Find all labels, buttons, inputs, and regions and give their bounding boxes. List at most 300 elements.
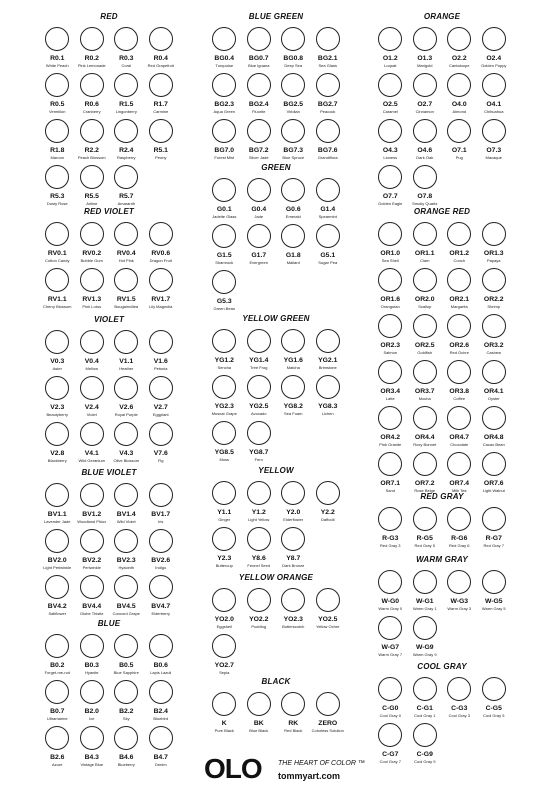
color-swatch	[311, 328, 346, 374]
swatch-code: B4.3	[84, 754, 99, 761]
swatch-name: Cool Gray 5	[483, 713, 505, 718]
swatch-code: W-G1	[415, 598, 434, 605]
swatch-code: R-G5	[416, 535, 433, 542]
color-swatch	[75, 375, 110, 421]
swatch-code: OR4.1	[483, 388, 504, 395]
swatch-circle	[482, 452, 506, 476]
swatch-name: Almond	[452, 109, 467, 114]
swatch-circle	[413, 406, 437, 430]
swatch-code: B2.2	[119, 708, 134, 715]
color-swatch	[242, 587, 277, 633]
swatch-grid	[362, 26, 522, 210]
swatch-circle	[149, 422, 173, 446]
swatch-circle	[45, 27, 69, 51]
swatch-name: Heather	[119, 366, 134, 371]
swatch-name: Ultramarine	[46, 716, 68, 721]
swatch-circle	[447, 27, 471, 51]
group-title: RED GRAY	[420, 492, 464, 501]
swatch-name: Marigold	[417, 63, 433, 68]
swatch-circle	[212, 178, 236, 202]
color-swatch	[242, 480, 277, 526]
swatch-code: BV4.5	[116, 603, 136, 610]
color-swatch	[75, 72, 110, 118]
swatch-name: Caramel	[382, 109, 398, 114]
color-swatch	[207, 587, 242, 633]
swatch-name: Dark Bronze	[282, 563, 305, 568]
swatch-code: V1.1	[119, 358, 134, 365]
swatch-name: Lily Magnolia	[149, 304, 173, 309]
color-swatch	[408, 615, 443, 661]
swatch-circle	[316, 692, 340, 716]
color-swatch	[477, 405, 512, 451]
swatch-circle	[80, 330, 104, 354]
color-swatch	[109, 574, 144, 620]
swatch-name: Silver Jade	[248, 155, 269, 160]
swatch-name: Lapis Lazuli	[150, 670, 172, 675]
swatch-circle	[149, 376, 173, 400]
color-swatch	[144, 26, 179, 72]
swatch-circle	[212, 634, 236, 658]
swatch-name: Fern	[254, 457, 263, 462]
color-swatch	[144, 528, 179, 574]
swatch-name: Hyacinth	[118, 565, 135, 570]
color-swatch	[477, 267, 512, 313]
swatch-name: Warm Gray 7	[378, 652, 403, 657]
swatch-circle	[45, 529, 69, 553]
swatch-name: Cashew	[486, 350, 501, 355]
swatch-circle	[482, 406, 506, 430]
swatch-name: Indigo	[155, 565, 167, 570]
swatch-circle	[447, 507, 471, 531]
swatch-name: Green Bean	[213, 306, 236, 311]
color-swatch	[242, 223, 277, 269]
swatch-name: Lichen	[321, 411, 334, 416]
footer	[200, 752, 365, 788]
swatch-circle	[114, 330, 138, 354]
swatch-circle	[482, 268, 506, 292]
color-swatch	[442, 359, 477, 405]
swatch-name: Brimstone	[318, 365, 337, 370]
color-swatch	[144, 118, 179, 164]
swatch-circle	[378, 314, 402, 338]
swatch-code: G0.6	[285, 206, 301, 213]
color-swatch	[311, 223, 346, 269]
swatch-code: R5.5	[84, 193, 99, 200]
color-swatch	[477, 118, 512, 164]
color-swatch	[242, 526, 277, 572]
swatch-name: Blackberry	[47, 458, 67, 463]
color-swatch	[276, 480, 311, 526]
group-title: VIOLET	[93, 315, 125, 324]
color-swatch	[75, 574, 110, 620]
group-title: BLACK	[261, 677, 291, 686]
swatch-code: OR7.2	[414, 480, 435, 487]
color-swatch	[40, 164, 75, 210]
swatch-code: V0.3	[50, 358, 65, 365]
swatch-name: Pink Lotus	[82, 304, 102, 309]
swatch-circle	[247, 119, 271, 143]
swatch-circle	[482, 73, 506, 97]
swatch-code: ZERO	[318, 720, 338, 727]
swatch-circle	[80, 575, 104, 599]
color-swatch	[242, 177, 277, 223]
swatch-name: Clam	[420, 258, 430, 263]
swatch-code: Y2.0	[286, 509, 301, 516]
swatch-code: OR1.2	[449, 250, 470, 257]
color-swatch	[144, 221, 179, 267]
group-red-gray	[362, 492, 522, 552]
swatch-circle	[149, 529, 173, 553]
swatch-name: Pink Lemonade	[77, 63, 106, 68]
group-title: RED VIOLET	[83, 207, 134, 216]
color-swatch	[276, 587, 311, 633]
swatch-code: Y1.2	[251, 509, 266, 516]
group-title: BLUE GREEN	[248, 12, 304, 21]
swatch-circle	[413, 222, 437, 246]
swatch-circle	[80, 165, 104, 189]
swatch-name: Rose Beige	[414, 488, 436, 493]
swatch-circle	[247, 481, 271, 505]
swatch-circle	[378, 268, 402, 292]
swatch-name: Macaque	[485, 155, 502, 160]
swatch-grid	[196, 26, 356, 164]
swatch-name: Avocado	[251, 411, 267, 416]
swatch-code: O4.1	[486, 101, 502, 108]
swatch-name: Cantaloupe	[449, 63, 470, 68]
swatch-name: Iris	[158, 519, 164, 524]
color-swatch	[75, 679, 110, 725]
swatch-grid	[362, 676, 522, 768]
swatch-name: Beautyberry	[46, 412, 69, 417]
website: tommyart.com	[278, 771, 341, 781]
swatch-code: YG8.7	[249, 449, 269, 456]
color-swatch	[477, 569, 512, 615]
color-swatch	[442, 118, 477, 164]
swatch-name: Cool Gray 9	[414, 759, 436, 764]
color-swatch	[40, 329, 75, 375]
swatch-name: Denim	[154, 762, 167, 767]
swatch-circle	[447, 360, 471, 384]
swatch-grid	[196, 587, 356, 679]
color-swatch	[75, 118, 110, 164]
color-swatch	[373, 722, 408, 768]
color-swatch	[373, 221, 408, 267]
swatch-code: G1.7	[251, 252, 267, 259]
tagline: THE HEART OF COLOR ™	[278, 760, 365, 767]
swatch-code: C-G3	[451, 705, 468, 712]
color-swatch	[311, 480, 346, 526]
swatch-circle	[45, 726, 69, 750]
swatch-code: B4.6	[119, 754, 134, 761]
swatch-circle	[80, 376, 104, 400]
swatch-circle	[212, 527, 236, 551]
color-swatch	[207, 480, 242, 526]
color-swatch	[144, 725, 179, 771]
swatch-name: Bluebird	[153, 716, 169, 721]
swatch-circle	[149, 680, 173, 704]
color-swatch	[207, 526, 242, 572]
swatch-name: Cotton Candy	[45, 258, 70, 263]
swatch-code: W-G9	[415, 644, 434, 651]
color-swatch	[373, 359, 408, 405]
swatch-code: W-G7	[381, 644, 400, 651]
swatch-name: Salmon	[383, 350, 398, 355]
swatch-circle	[378, 165, 402, 189]
swatch-name: Carmine	[153, 109, 169, 114]
swatch-circle	[114, 27, 138, 51]
swatch-circle	[316, 73, 340, 97]
swatch-code: RV0.1	[47, 250, 67, 257]
color-swatch	[207, 177, 242, 223]
swatch-circle	[247, 421, 271, 445]
swatch-name: Cool Gray 1	[414, 713, 436, 718]
swatch-code: YG1.2	[214, 357, 234, 364]
color-swatch	[144, 72, 179, 118]
swatch-grid	[29, 329, 189, 467]
swatch-circle	[114, 73, 138, 97]
color-swatch	[442, 72, 477, 118]
swatch-circle	[281, 119, 305, 143]
swatch-grid	[29, 221, 189, 313]
swatch-circle	[281, 481, 305, 505]
swatch-code: Y2.2	[320, 509, 335, 516]
color-swatch	[144, 574, 179, 620]
swatch-code: B0.2	[50, 662, 65, 669]
swatch-circle	[378, 723, 402, 747]
swatch-code: BV1.2	[82, 511, 102, 518]
swatch-circle	[45, 222, 69, 246]
swatch-code: R0.5	[50, 101, 65, 108]
swatch-code: OR7.4	[449, 480, 470, 487]
color-swatch	[276, 223, 311, 269]
swatch-code: O7.1	[451, 147, 467, 154]
swatch-code: OR2.6	[449, 342, 470, 349]
group-warm-gray	[362, 555, 522, 661]
swatch-code: RV1.7	[151, 296, 171, 303]
swatch-circle	[281, 329, 305, 353]
swatch-code: G5.1	[320, 252, 336, 259]
swatch-code: OR2.5	[414, 342, 435, 349]
swatch-grid	[196, 328, 356, 466]
swatch-name: Margarita	[450, 304, 468, 309]
swatch-name: Royal Purple	[114, 412, 138, 417]
swatch-grid	[362, 221, 522, 497]
swatch-circle	[45, 422, 69, 446]
swatch-code: O2.7	[417, 101, 433, 108]
swatch-circle	[80, 634, 104, 658]
swatch-code: BV4.7	[151, 603, 171, 610]
color-swatch	[109, 482, 144, 528]
swatch-circle	[378, 222, 402, 246]
swatch-name: Butterscotch	[282, 624, 305, 629]
swatch-code: V4.1	[84, 450, 99, 457]
swatch-code: V2.3	[50, 404, 65, 411]
color-swatch	[442, 313, 477, 359]
swatch-code: BG2.1	[317, 55, 338, 62]
swatch-code: O2.5	[382, 101, 398, 108]
swatch-name: Elderberry	[151, 611, 170, 616]
color-swatch	[207, 269, 242, 315]
swatch-code: OR7.6	[483, 480, 504, 487]
color-swatch	[311, 26, 346, 72]
swatch-name: Pug	[455, 155, 463, 160]
color-swatch	[373, 506, 408, 552]
swatch-code: OR3.2	[483, 342, 504, 349]
group-title: BLUE	[97, 619, 121, 628]
color-swatch	[40, 725, 75, 771]
swatch-name: Globe Thistle	[80, 611, 104, 616]
swatch-circle	[316, 224, 340, 248]
swatch-code: YG1.4	[249, 357, 269, 364]
swatch-name: Goldfish	[417, 350, 433, 355]
swatch-code: O7.3	[486, 147, 502, 154]
swatch-code: V2.4	[84, 404, 99, 411]
swatch-circle	[413, 677, 437, 701]
swatch-name: Blue Spruce	[282, 155, 305, 160]
swatch-name: Daffodil	[321, 517, 335, 522]
swatch-name: Ice	[89, 716, 95, 721]
swatch-name: Amaranth	[117, 201, 135, 206]
swatch-code: R2.2	[84, 147, 99, 154]
swatch-circle	[447, 119, 471, 143]
color-swatch	[408, 506, 443, 552]
group-blue-violet	[29, 468, 189, 620]
swatch-code: G0.4	[251, 206, 267, 213]
color-swatch	[311, 118, 346, 164]
swatch-circle	[45, 483, 69, 507]
color-swatch	[75, 482, 110, 528]
swatch-code: W-G3	[450, 598, 469, 605]
swatch-name: Vermilion	[49, 109, 66, 114]
swatch-name: Red Gray 5	[414, 543, 435, 548]
swatch-code: O7.7	[382, 193, 398, 200]
swatch-name: Cherry Blossom	[43, 304, 72, 309]
swatch-name: Conch	[453, 258, 466, 263]
swatch-name: Maroon	[50, 155, 65, 160]
swatch-name: Saltflower	[48, 611, 67, 616]
color-swatch	[144, 482, 179, 528]
swatch-name: Viridian	[286, 109, 300, 114]
swatch-circle	[114, 529, 138, 553]
swatch-code: BG2.5	[283, 101, 304, 108]
swatch-code: RV1.3	[82, 296, 102, 303]
color-swatch	[75, 26, 110, 72]
color-swatch	[442, 569, 477, 615]
color-swatch	[40, 118, 75, 164]
swatch-code: YO2.3	[283, 616, 303, 623]
group-title: YELLOW GREEN	[242, 314, 310, 323]
color-swatch	[207, 223, 242, 269]
swatch-circle	[378, 119, 402, 143]
swatch-name: Sencha	[217, 365, 232, 370]
swatch-circle	[80, 422, 104, 446]
color-swatch	[207, 118, 242, 164]
swatch-circle	[247, 527, 271, 551]
swatch-circle	[281, 375, 305, 399]
swatch-circle	[413, 616, 437, 640]
color-swatch	[40, 221, 75, 267]
swatch-name: Warm Gray 3	[447, 606, 472, 611]
swatch-name: Mallard	[286, 260, 300, 265]
swatch-name: Roxy Bonnet	[413, 442, 437, 447]
swatch-name: Cranberry	[82, 109, 101, 114]
swatch-code: OR2.0	[414, 296, 435, 303]
color-swatch	[311, 691, 346, 737]
swatch-circle	[114, 119, 138, 143]
swatch-name: Warm Gray 0	[378, 606, 403, 611]
color-swatch	[75, 421, 110, 467]
swatch-name: Warm Gray 5	[481, 606, 506, 611]
swatch-circle	[482, 314, 506, 338]
swatch-circle	[281, 588, 305, 612]
color-swatch	[207, 72, 242, 118]
swatch-circle	[149, 222, 173, 246]
swatch-name: Jadeite Glass	[212, 214, 237, 219]
color-swatch	[477, 451, 512, 497]
color-swatch	[109, 725, 144, 771]
swatch-name: Dragon Fruit	[149, 258, 172, 263]
swatch-circle	[212, 270, 236, 294]
swatch-name: Red Black	[284, 728, 303, 733]
color-swatch	[373, 26, 408, 72]
swatch-circle	[281, 178, 305, 202]
swatch-name: Wild Violet	[116, 519, 136, 524]
swatch-name: Shrimp	[487, 304, 501, 309]
color-swatch	[40, 482, 75, 528]
color-swatch	[408, 313, 443, 359]
color-swatch	[477, 313, 512, 359]
swatch-name: Sky	[122, 716, 130, 721]
swatch-circle	[114, 634, 138, 658]
swatch-circle	[413, 73, 437, 97]
swatch-code: OR3.4	[380, 388, 401, 395]
swatch-code: BG0.4	[214, 55, 235, 62]
swatch-circle	[447, 570, 471, 594]
swatch-name: Bubble Gum	[80, 258, 103, 263]
swatch-circle	[413, 119, 437, 143]
swatch-circle	[80, 680, 104, 704]
color-swatch	[40, 375, 75, 421]
swatch-name: Hot Pink	[118, 258, 134, 263]
swatch-name: Light Walnut	[482, 488, 505, 493]
swatch-code: V7.6	[153, 450, 168, 457]
swatch-code: YO2.7	[214, 662, 234, 669]
group-title: ORANGE	[423, 12, 461, 21]
swatch-code: B2.0	[84, 708, 99, 715]
color-swatch	[75, 725, 110, 771]
swatch-code: RV0.2	[82, 250, 102, 257]
group-orange	[362, 12, 522, 210]
column-left	[29, 0, 189, 800]
swatch-code: R0.4	[153, 55, 168, 62]
swatch-circle	[114, 222, 138, 246]
swatch-name: Cool Gray 3	[448, 713, 470, 718]
swatch-name: Loquat	[384, 63, 397, 68]
olo-logo: OLO	[204, 753, 262, 784]
swatch-name: Red Gray 6	[449, 543, 470, 548]
swatch-name: Blue Iguana	[248, 63, 270, 68]
swatch-name: Peach Blossom	[77, 155, 106, 160]
color-swatch	[242, 691, 277, 737]
swatch-name: Papaya	[486, 258, 501, 263]
swatch-name: Golden Eagle	[378, 201, 403, 206]
color-swatch	[109, 633, 144, 679]
swatch-code: YG2.5	[249, 403, 269, 410]
color-swatch	[373, 451, 408, 497]
swatch-circle	[281, 224, 305, 248]
color-swatch	[207, 328, 242, 374]
swatch-name: Yellow Ochre	[316, 624, 340, 629]
